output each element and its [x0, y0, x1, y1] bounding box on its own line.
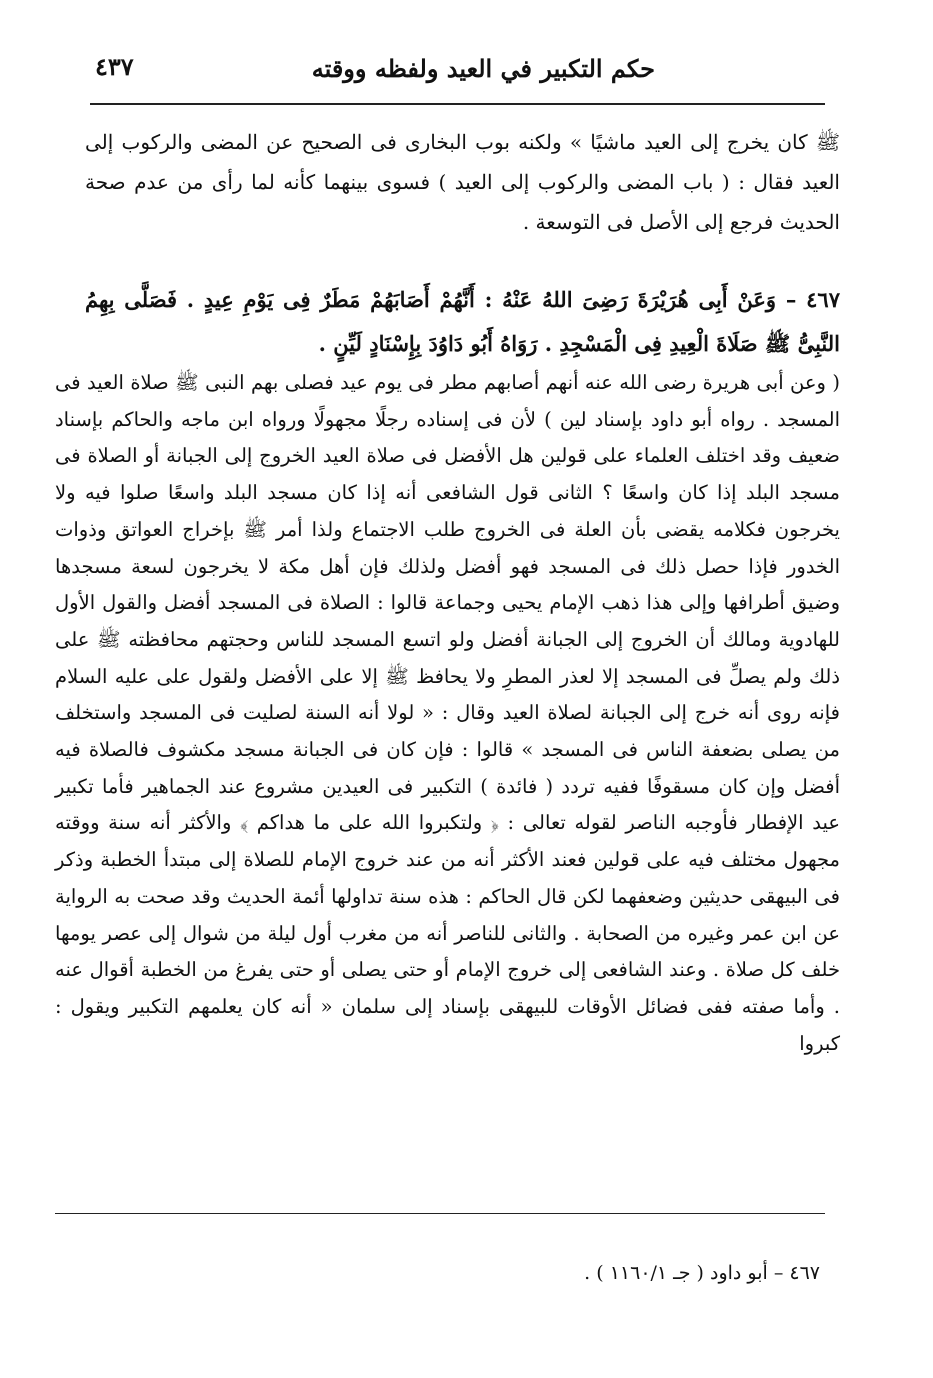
page-number: ٤٣٧	[95, 52, 134, 81]
hadith-467	[85, 278, 840, 366]
intro-commentary-text: ﷺ كان يخرج إلى العيد ماشيًا » ولكنه بوب البخارى فى الصحيح عن المضى والركوب إلى العيد فقال : ( باب المضى والركوب إلى العيد ) فسوى بينهما كأنه لما رأى من عدم صحة الحديث فرجع إلى الأصل فى التوسعة .	[85, 130, 840, 234]
commentary-text: ( وعن أبى هريرة رضى الله عنه أنهم أصابهم مطر فى يوم عيد فصلى بهم النبى ﷺ صلاة العيد فى المسجد . رواه أبو داود بإسناد لين ) لأن فى إسناده رجلًا مجهولًا ورواه ابن ماجه والحاكم بإسناد ضعيف وقد اختلف العلماء على قولين هل الأفضل فى صلاة العيد الخروج إلى الجبانة أو الصلاة فى مسجد البلد إذا كان واسعًا ؟ الثانى قول الشافعى أنه إذا كان مسجد البلد واسعًا صلوا فيه ولا يخرجون فكلامه يقضى بأن العلة فى الخروج طلب الاجتماع ولذا أمر ﷺ بإخراج العواتق وذوات الخدور فإذا حصل ذلك فى المسجد فهو أفضل ولذلك فإن أهل مكة لا يخرجون لسعة مسجدها وضيق أطرافها وإلى هذا ذهب الإمام يحيى وجماعة قالوا : الصلاة فى المسجد أفضل والقول الأول للهادوية ومالك أن الخروج إلى الجبانة أفضل ولو اتسع المسجد للناس وحجتهم محافظته ﷺ على ذلك ولم يصلِّ فى المسجد إلا لعذر المطرِ ولا يحافظ ﷺ إلا على الأفضل ولقول على عليه السلام فإنه روى أنه خرج إلى الجبانة لصلاة العيد وقال : « لولا أنه السنة لصليت فى المسجد واستخلف من يصلى بضعفة الناس فى المسجد » قالوا : فإن كان فى الجبانة مسجد مكشوف فالصلاة فيه أفضل وإن كان مسقوفًا ففيه تردد ( فائدة ) التكبير فى العيدين مشروع عند الجماهير فأما تكبير عيد الإفطار فأوجبه الناصر لقوله تعالى : ﴿ ولتكبروا الله على ما هداكم ﴾ والأكثر أنه سنة ووقته مجهول مختلف فيه على قولين فعند الأكثر أنه من عند خروج الإمام للصلاة إلى مبتدأ الخطبة وذكر فى البيهقى حديثين وضعفهما لكن قال الحاكم : هذه سنة تداولها أئمة الحديث وقد صحت به الرواية عن ابن عمر وغيره من الصحابة . والثانى للناصر أنه من مغرب أول ليلة من شوال إلى عصر يومها خلف كل صلاة . وعند الشافعى إلى خروج الإمام أو حتى يصلى أو حتى يفرغ من الخطبة أقوال عنه . وأما صفته ففى فضائل الأوقات للبيهقى بإسناد إلى سلمان « أنه كان يعلمهم التكبير ويقول : كبروا	[55, 371, 840, 1055]
footnote-rule	[55, 1213, 825, 1214]
running-title: حكم التكبير في العيد ولفظه ووقته	[311, 54, 655, 83]
page-header	[85, 40, 845, 92]
footnote: ٤٦٧ – أبو داود ( جـ ١١٦٠/١ ) .	[584, 1262, 820, 1284]
intro-commentary-paragraph	[85, 122, 840, 242]
commentary-paragraph	[55, 365, 840, 1062]
hadith-text: ٤٦٧ – وَعَنْ أَبِى هُرَيْرَةَ رَضِىَ اللهُ عَنْهُ : أَنَّهُمْ أَصَابَهُمْ مَطَرٌ فِى يَوْمِ عِيدٍ . فَصَلَّى بِهِمُ النَّبِىُّ ﷺ صَلَاةَ الْعِيدِ فِى الْمَسْجِدِ . رَوَاهُ أَبُو دَاوُدَ بِإِسْنَادٍ لَيِّنٍ .	[85, 287, 840, 356]
header-rule	[90, 103, 825, 105]
